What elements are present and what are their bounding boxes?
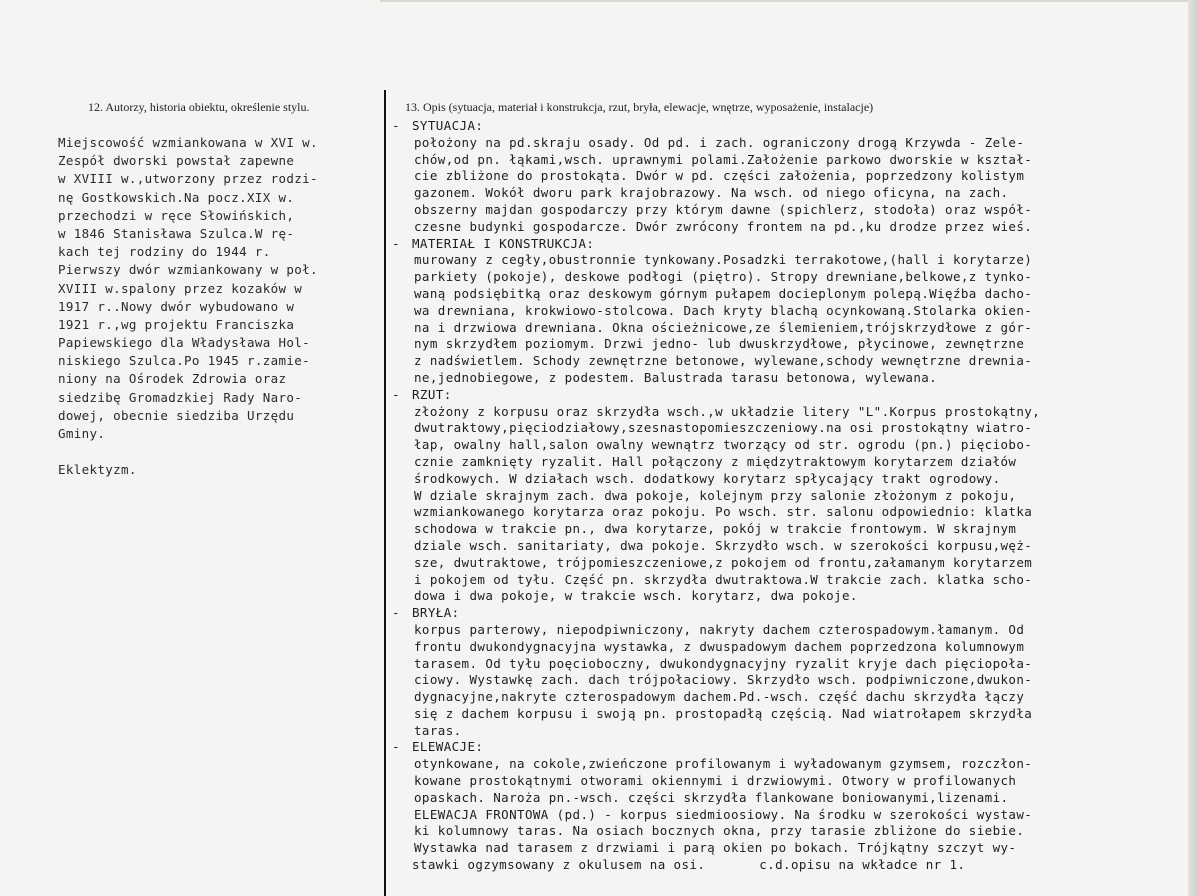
history-line: przechodzi w ręce Słowińskich,	[58, 207, 295, 223]
paragraph-gap	[58, 443, 384, 461]
history-line: 1921 r.,wg projektu Franciszka	[58, 316, 295, 332]
description-line: otynkowane, na cokole,zwieńczone profilowanym i wyładowanym gzymsem, rozczłon-	[414, 756, 1033, 772]
section-title-rzut: - RZUT:	[392, 386, 452, 402]
description-line: kowane prostokątnymi otworami okiennymi i drzwiowymi. Otwory w profilowanych	[414, 773, 1017, 789]
description-line: obszerny majdan gospodarczy przy którym dawne (spichlerz, stodoła) oraz współ-	[414, 201, 1033, 217]
description-line: tarasem. Od tyłu poęcioboczny, dwukondygnacyjny ryzalit kryje dach pięciopoła-	[414, 655, 1033, 671]
left-column-heading: 12. Autorzy, historia obiektu, określenie stylu.	[88, 100, 310, 114]
history-line: Papiewskiego dla Władysława Hol-	[58, 335, 311, 351]
style-label: Eklektyzm.	[58, 462, 137, 478]
description-line: sze, dwutraktowe, trójpomieszczeniowe,z pokojem od frontu,załamanym korytarzem	[414, 554, 1033, 570]
description-line: na i drzwiowa drewniana. Okna ościeżnicowe,ze ślemieniem,trójskrzydłowe z gór-	[414, 319, 1033, 335]
description-line: środkowych. W działach wsch. dodatkowy korytarz spłycający trakt ogrodowy.	[414, 470, 1001, 486]
history-line: 1917 r..Nowy dwór wybudowano w	[58, 298, 295, 314]
section-title-text: RZUT:	[412, 386, 452, 402]
description-text-block	[392, 118, 1192, 874]
description-line: ki kolumnowy taras. Na osiach bocznych okna, przy tarasie zbliżone do siebie.	[414, 823, 1025, 839]
description-line: ne,jednobiegowe, z podestem. Balustrada tarasu betonowa, wylewana.	[414, 369, 938, 385]
column-divider	[384, 90, 386, 896]
description-line: gazonem. Wokół dworu park krajobrazowy. Na wsch. od niego oficyna, na zach.	[414, 185, 1009, 201]
description-line: taras.	[414, 722, 462, 738]
section-title-text: BRYŁA:	[412, 605, 460, 621]
section-title-text: ELEWACJE:	[412, 739, 484, 755]
description-line: złożony z korpusu oraz skrzydła wsch.,w układzie litery "L".Korpus prostokątny,	[414, 403, 1041, 419]
section-title-text: SYTUACJA:	[412, 118, 484, 133]
history-line: w XVIII w.,utworzony przez rodzi-	[58, 171, 318, 187]
continuation-note: c.d.opisu na wkładce nr 1.	[759, 857, 966, 873]
description-line: W dziale skrajnym zach. dwa pokoje, kolejnym przy salonie złożonym z pokoju,	[414, 487, 1017, 503]
description-line: murowany z cegły,obustronnie tynkowany.Posadzki terrakotowe,(hall i korytarze)	[414, 252, 1033, 268]
description-line: frontu dwukondygnacyjna wystawka, z dwuspadowym dachem poprzedzona kolumnowym	[414, 638, 1025, 654]
section-title-elewacje: - ELEWACJE:	[392, 739, 484, 755]
description-line: korpus parterowy, niepodpiwniczony, nakryty dachem czterospadowym.łamanym. Od	[414, 621, 1025, 637]
history-line: kach tej rodziny do 1944 r.	[58, 244, 271, 260]
description-line: nym skrzydłem poziomym. Drzwi jedno- lub dwuskrzydłowe, płycinowe, zewnętrzne	[414, 336, 1025, 352]
description-line: waną podsiębitką oraz deskowym górnym pułapem docieplonym polepą.Więźba dacho-	[414, 285, 1033, 301]
description-line: stawki ogzymsowany z okulusem na osi.	[412, 857, 706, 873]
history-line: Miejscowość wzmiankowana w XVI w.	[58, 135, 318, 150]
right-column-heading: 13. Opis (sytuacja, materiał i konstrukcja, rzut, bryła, elewacje, wnętrze, wyposażenie, instalacje)	[405, 100, 874, 114]
description-line: z nadświetlem. Schody zewnętrzne betonowe, wylewane,schody wewnętrzne drewnia-	[414, 353, 1033, 369]
description-line: dygnacyjne,nakryte czterospadowym dachem.Pd.-wsch. część dachu skrzydła łączy	[414, 689, 1025, 705]
history-line: siedzibę Gromadzkiej Rady Naro-	[58, 389, 303, 405]
description-line: wa drewniana, krokwiowo-stolcowa. Dach kryty blachą ocynkowaną.Stolarka okien-	[414, 302, 1033, 318]
history-line: nę Gostkowskich.Na pocz.XIX w.	[58, 189, 295, 205]
description-line: chów,od pn. łąkami,wsch. uprawnymi polami.Założenie parkowo dworskie w kształ-	[414, 151, 1033, 167]
section-title-text: MATERIAŁ I KONSTRUKCJA:	[412, 235, 595, 251]
description-line: się z dachem korpusu i swoją pn. prostopadłą częścią. Nad wiatrołapem skrzydła	[414, 705, 1033, 721]
history-line: Zespół dworski powstał zapewne	[58, 153, 295, 169]
history-line: XVIII w.spalony przez kozaków w	[58, 280, 303, 296]
description-line: Wystawka nad tarasem z drzwiami i parą okien po bokach. Trójkątny szczyt wy-	[414, 840, 1017, 856]
description-last-line	[392, 857, 1192, 874]
description-line: dziale wsch. sanitariaty, dwa pokoje. Skrzydło wsch. w szerokości korpusu,węż-	[414, 537, 1033, 553]
description-line: dwutraktowy,pięciodziałowy,szesnastopomieszczeniowy.na osi prostokątny wiatro-	[414, 420, 1033, 436]
description-line: położony na pd.skraju osady. Od pd. i zach. ograniczony drogą Krzywda - Zele-	[414, 134, 1025, 150]
history-line: dowej, obecnie siedziba Urzędu	[58, 407, 295, 423]
description-line: ELEWACJA FRONTOWA (pd.) - korpus siedmioosiowy. Na środku w szerokości wystaw-	[414, 806, 1033, 822]
description-line: czesne budynki gospodarcze. Dwór zwrócony frontem na pd.,ku drodze przez wieś.	[414, 218, 1033, 234]
history-line: niony na Ośrodek Zdrowia oraz	[58, 371, 287, 387]
history-line: niskiego Szulca.Po 1945 r.zamie-	[58, 353, 311, 369]
history-line: Gminy.	[58, 426, 106, 441]
description-line: dowa i dwa pokoje, w trakcie wsch. korytarz, dwa pokoje.	[414, 588, 858, 604]
description-line: cznie zamknięty ryzalit. Hall połączony z międzytraktowym korytarzem działów	[414, 453, 1017, 469]
description-line: schodowa w trakcie pn., dwa korytarze, pokój w trakcie frontowym. W skrajnym	[414, 521, 1017, 537]
description-line: parkiety (pokoje), deskowe podłogi (piętro). Stropy drewniane,belkowe,z tynko-	[414, 269, 1033, 285]
scan-edge-top	[380, 0, 1198, 2]
history-text-block	[58, 134, 384, 480]
history-line: Pierwszy dwór wzmiankowany w poł.	[58, 262, 318, 278]
description-line: i pokojem od tyłu. Część pn. skrzydła dwutraktowa.W trakcie zach. klatka scho-	[414, 571, 1033, 587]
history-line: w 1846 Stanisława Szulca.W rę-	[58, 225, 295, 241]
description-line: ciowy. Wystawkę zach. dach trójpołaciowy. Skrzydło wsch. podpiwniczone,dwukon-	[414, 672, 1033, 688]
description-line: łap, owalny hall,salon owalny wewnątrz tworzący od str. ogrodu (pn.) pięciobo-	[414, 437, 1033, 453]
section-title-bryla: - BRYŁA:	[392, 605, 460, 621]
section-title-sytuacja: - SYTUACJA:	[392, 118, 484, 133]
description-line: wzmiankowanego korytarza oraz pokoju. Po wsch. str. salonu odpowiednio: klatka	[414, 504, 1033, 520]
section-title-material: - MATERIAŁ I KONSTRUKCJA:	[392, 235, 595, 251]
description-line: opaskach. Naroża pn.-wsch. części skrzydła flankowane boniowanymi,lizenami.	[414, 789, 1009, 805]
description-line: cie zbliżone do prostokąta. Dwór w pd. części założenia, poprzedzony kolistym	[414, 168, 1025, 184]
